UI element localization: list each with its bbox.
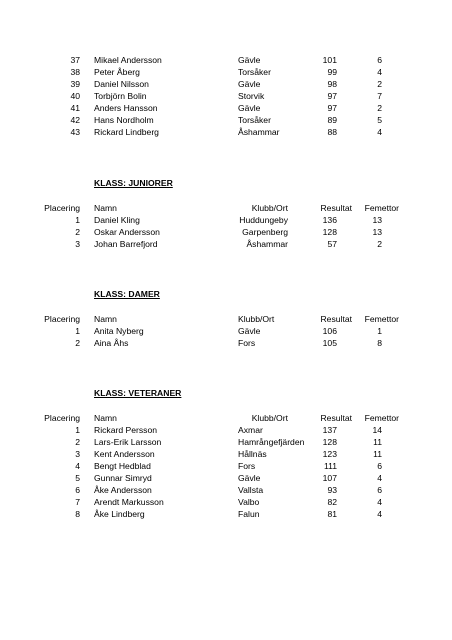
resultat-cell: 89	[327, 115, 337, 125]
namn-cell: Lars-Erik Larsson	[94, 437, 162, 447]
femettor-cell: 7	[377, 91, 382, 101]
klubb-header: Klubb/Ort	[238, 314, 275, 324]
placering-cell: 1	[75, 326, 80, 336]
table-header-row	[0, 313, 452, 325]
resultat-cell: 93	[327, 485, 337, 495]
klubb-cell: Hamrångefjärden	[238, 437, 305, 447]
table-row	[0, 126, 452, 138]
klubb-cell: Gävle	[238, 473, 261, 483]
placering-header: Placering	[44, 413, 80, 423]
klubb-cell: Gävle	[238, 103, 261, 113]
klubb-header: Klubb/Ort	[251, 413, 288, 423]
klubb-cell: Hållnäs	[238, 449, 267, 459]
klubb-cell: Gävle	[238, 326, 261, 336]
namn-cell: Daniel Kling	[94, 215, 140, 225]
placering-cell: 3	[75, 239, 80, 249]
femettor-cell: 4	[377, 127, 382, 137]
resultat-cell: 137	[322, 425, 337, 435]
namn-cell: Oskar Andersson	[94, 227, 160, 237]
table-row	[0, 496, 452, 508]
klubb-header: Klubb/Ort	[251, 203, 288, 213]
namn-cell: Anders Hansson	[94, 103, 158, 113]
table-row	[0, 66, 452, 78]
klubb-cell: Torsåker	[238, 67, 271, 77]
femettor-cell: 11	[373, 449, 382, 459]
klubb-cell: Åshammar	[246, 239, 288, 249]
klubb-cell: Valbo	[238, 497, 260, 507]
namn-header: Namn	[94, 203, 117, 213]
table-row	[0, 508, 452, 520]
table-row	[0, 472, 452, 484]
table-row	[0, 337, 452, 349]
femettor-cell: 2	[377, 103, 382, 113]
namn-cell: Torbjörn Bolin	[94, 91, 147, 101]
resultat-cell: 105	[322, 338, 337, 348]
femettor-cell: 1	[377, 326, 382, 336]
table-row	[0, 114, 452, 126]
namn-cell: Aina Åhs	[94, 338, 129, 348]
namn-header: Namn	[94, 314, 117, 324]
placering-header: Placering	[44, 203, 80, 213]
resultat-cell: 111	[323, 461, 337, 471]
resultat-cell: 101	[322, 55, 337, 65]
klubb-cell: Fors	[238, 338, 256, 348]
table-row	[0, 460, 452, 472]
namn-cell: Hans Nordholm	[94, 115, 154, 125]
namn-cell: Åke Andersson	[94, 485, 152, 495]
femettor-cell: 4	[377, 497, 382, 507]
resultat-cell: 128	[322, 437, 337, 447]
table-row	[0, 78, 452, 90]
table-row	[0, 54, 452, 66]
resultat-cell: 106	[322, 326, 337, 336]
femettor-cell: 11	[373, 437, 382, 447]
femettor-cell: 6	[377, 55, 382, 65]
resultat-header: Resultat	[320, 314, 352, 324]
namn-cell: Rickard Persson	[94, 425, 158, 435]
klubb-cell: Åshammar	[238, 127, 280, 137]
table-row	[0, 90, 452, 102]
placering-cell: 2	[75, 227, 80, 237]
placering-cell: 42	[70, 115, 80, 125]
femettor-cell: 6	[377, 461, 382, 471]
klubb-cell: Garpenberg	[242, 227, 288, 237]
placering-cell: 6	[75, 485, 80, 495]
placering-cell: 3	[75, 449, 80, 459]
section-heading-veteraner: KLASS: VETERANER	[94, 388, 182, 398]
klubb-cell: Storvik	[238, 91, 265, 101]
resultat-cell: 107	[322, 473, 337, 483]
namn-cell: Johan Barrefjord	[94, 239, 158, 249]
femettor-header: Femettor	[364, 314, 399, 324]
resultat-cell: 82	[327, 497, 337, 507]
placering-cell: 2	[75, 338, 80, 348]
placering-header: Placering	[44, 314, 80, 324]
placering-cell: 8	[75, 509, 80, 519]
table-row	[0, 424, 452, 436]
klubb-cell: Gävle	[238, 55, 261, 65]
resultat-cell: 97	[327, 103, 337, 113]
femettor-cell: 6	[377, 485, 382, 495]
table-row	[0, 436, 452, 448]
femettor-cell: 4	[377, 473, 382, 483]
femettor-cell: 2	[377, 79, 382, 89]
placering-cell: 39	[70, 79, 80, 89]
klubb-cell: Fors	[238, 461, 256, 471]
resultat-cell: 136	[322, 215, 337, 225]
table-header-row	[0, 412, 452, 424]
femettor-cell: 14	[372, 425, 382, 435]
namn-cell: Åke Lindberg	[94, 509, 145, 519]
femettor-cell: 2	[377, 239, 382, 249]
resultat-cell: 81	[327, 509, 337, 519]
femettor-header: Femettor	[364, 413, 399, 423]
placering-cell: 41	[70, 103, 80, 113]
femettor-cell: 13	[372, 227, 382, 237]
placering-cell: 37	[70, 55, 80, 65]
namn-header: Namn	[94, 413, 117, 423]
klubb-cell: Torsåker	[238, 115, 271, 125]
namn-cell: Rickard Lindberg	[94, 127, 159, 137]
resultat-cell: 99	[327, 67, 337, 77]
namn-cell: Bengt Hedblad	[94, 461, 151, 471]
placering-cell: 1	[75, 215, 80, 225]
resultat-cell: 98	[327, 79, 337, 89]
placering-cell: 43	[70, 127, 80, 137]
femettor-cell: 8	[377, 338, 382, 348]
klubb-cell: Huddungeby	[239, 215, 288, 225]
table-row	[0, 325, 452, 337]
section-heading-damer: KLASS: DAMER	[94, 289, 160, 299]
table-row	[0, 484, 452, 496]
table-row	[0, 102, 452, 114]
namn-cell: Peter Åberg	[94, 67, 140, 77]
namn-cell: Kent Andersson	[94, 449, 155, 459]
femettor-cell: 13	[372, 215, 382, 225]
klubb-cell: Vallsta	[238, 485, 264, 495]
namn-cell: Arendt Markusson	[94, 497, 164, 507]
table-row	[0, 214, 452, 226]
section-heading-juniorer: KLASS: JUNIORER	[94, 178, 173, 188]
resultat-header: Resultat	[320, 203, 352, 213]
resultat-cell: 97	[327, 91, 337, 101]
namn-cell: Gunnar Simryd	[94, 473, 152, 483]
klubb-cell: Gävle	[238, 79, 261, 89]
namn-cell: Anita Nyberg	[94, 326, 144, 336]
placering-cell: 40	[70, 91, 80, 101]
table-row	[0, 448, 452, 460]
table-row	[0, 226, 452, 238]
namn-cell: Mikael Andersson	[94, 55, 162, 65]
placering-cell: 5	[75, 473, 80, 483]
resultat-cell: 57	[327, 239, 337, 249]
klubb-cell: Falun	[238, 509, 260, 519]
femettor-cell: 4	[377, 509, 382, 519]
placering-cell: 4	[75, 461, 80, 471]
placering-cell: 2	[75, 437, 80, 447]
resultat-cell: 123	[322, 449, 337, 459]
femettor-cell: 5	[377, 115, 382, 125]
resultat-cell: 88	[327, 127, 337, 137]
namn-cell: Daniel Nilsson	[94, 79, 149, 89]
table-header-row	[0, 202, 452, 214]
placering-cell: 1	[75, 425, 80, 435]
resultat-cell: 128	[322, 227, 337, 237]
placering-cell: 7	[75, 497, 80, 507]
placering-cell: 38	[70, 67, 80, 77]
femettor-cell: 4	[377, 67, 382, 77]
resultat-header: Resultat	[320, 413, 352, 423]
femettor-header: Femettor	[364, 203, 399, 213]
klubb-cell: Axmar	[238, 425, 263, 435]
table-row	[0, 238, 452, 250]
